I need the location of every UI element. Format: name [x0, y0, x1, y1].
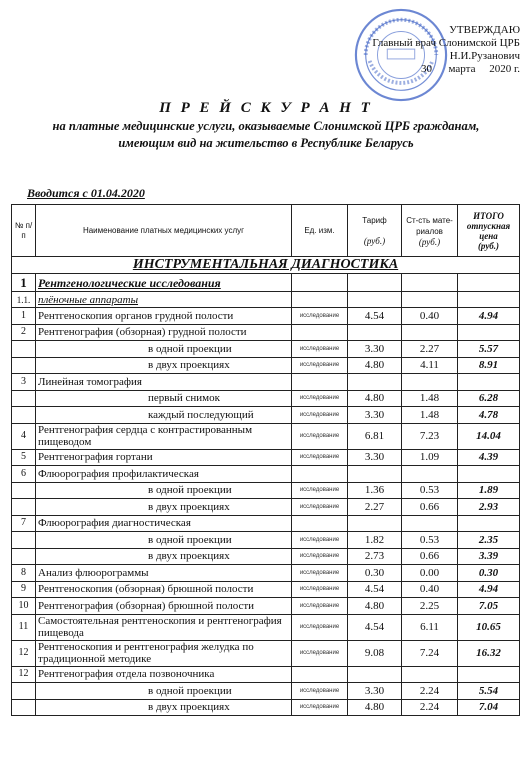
header-tariff: [348, 205, 402, 257]
row-num: [12, 548, 36, 565]
row-unit: исследование: [292, 699, 348, 716]
row-tariff: 6.81: [348, 423, 402, 449]
row-tariff: 4.54: [348, 308, 402, 325]
row-materials: [402, 324, 458, 341]
row-total: 4.94: [458, 308, 520, 325]
row-num: [12, 341, 36, 358]
row-name: в одной проекции: [36, 532, 292, 549]
row-total: 5.54: [458, 683, 520, 700]
row-unit: исследование: [292, 581, 348, 598]
row-name: первый снимок: [36, 390, 292, 407]
row-num: 1: [12, 308, 36, 325]
row-num: 11: [12, 614, 36, 640]
row-materials: 0.53: [402, 532, 458, 549]
table-row: [12, 466, 520, 483]
row-tariff: 3.30: [348, 407, 402, 424]
row-total: 14.04: [458, 423, 520, 449]
row-materials: 2.27: [402, 341, 458, 358]
row-name: Рентгеноскопия органов грудной полости: [36, 308, 292, 325]
row-materials: 6.11: [402, 614, 458, 640]
subgroup-cell-empty: [348, 292, 402, 308]
row-materials: [402, 374, 458, 391]
row-name: Флюорография диагностическая: [36, 515, 292, 532]
price-table: [11, 204, 520, 716]
row-unit: [292, 324, 348, 341]
table-row: [12, 640, 520, 666]
row-materials: 4.11: [402, 357, 458, 374]
header-num: № п/п: [12, 205, 36, 257]
row-name: в двух проекциях: [36, 499, 292, 516]
row-name: Линейная томография: [36, 374, 292, 391]
row-name: каждый последующий: [36, 407, 292, 424]
row-tariff: 4.54: [348, 581, 402, 598]
subgroup-cell-empty: [402, 292, 458, 308]
row-name: Рентгеноскопия (обзорная) брюшной полости: [36, 581, 292, 598]
table-row: [12, 357, 520, 374]
row-materials: [402, 515, 458, 532]
row-unit: исследование: [292, 598, 348, 615]
row-num: 6: [12, 466, 36, 483]
row-unit: исследование: [292, 357, 348, 374]
row-total: 8.91: [458, 357, 520, 374]
document-title: [0, 100, 532, 151]
group-row: [12, 274, 520, 292]
row-tariff: 9.08: [348, 640, 402, 666]
subgroup-cell-empty: [458, 292, 520, 308]
section-title: ИНСТРУМЕНТАЛЬНАЯ ДИАГНОСТИКА: [12, 257, 520, 274]
row-num: 10: [12, 598, 36, 615]
group-cell-empty: [348, 274, 402, 292]
table-row: [12, 683, 520, 700]
row-total: 7.05: [458, 598, 520, 615]
price-list-subtitle-2: имеющим вид на жительство в Республике Беларусь: [118, 136, 414, 150]
row-tariff: 2.73: [348, 548, 402, 565]
row-name: Рентгенография гортани: [36, 449, 292, 466]
row-total: 7.04: [458, 699, 520, 716]
table-row: [12, 308, 520, 325]
row-tariff: 3.30: [348, 341, 402, 358]
row-total: [458, 466, 520, 483]
group-title: Рентгенологические исследования: [36, 274, 292, 292]
subgroup-row: [12, 292, 520, 308]
row-materials: 1.48: [402, 407, 458, 424]
row-tariff: 4.80: [348, 699, 402, 716]
header-unit: Ед. изм.: [292, 205, 348, 257]
table-row: [12, 548, 520, 565]
row-unit: исследование: [292, 548, 348, 565]
group-cell-empty: [458, 274, 520, 292]
row-unit: исследование: [292, 482, 348, 499]
header-total-unit: (руб.): [477, 240, 500, 251]
row-num: 3: [12, 374, 36, 391]
approval-title: УТВЕРЖДАЮ: [449, 24, 520, 36]
row-materials: 2.24: [402, 683, 458, 700]
row-tariff: [348, 324, 402, 341]
row-unit: исследование: [292, 565, 348, 582]
table-row: [12, 532, 520, 549]
table-row: [12, 341, 520, 358]
table-row: [12, 423, 520, 449]
table-row: [12, 581, 520, 598]
row-total: [458, 374, 520, 391]
row-num: 4: [12, 423, 36, 449]
row-num: [12, 683, 36, 700]
row-materials: 0.53: [402, 482, 458, 499]
row-tariff: 1.82: [348, 532, 402, 549]
row-unit: исследование: [292, 390, 348, 407]
row-tariff: 2.27: [348, 499, 402, 516]
approval-date: [320, 63, 520, 76]
approval-name: Н.И.Рузанович: [449, 50, 520, 62]
table-row: [12, 699, 520, 716]
row-unit: исследование: [292, 614, 348, 640]
row-materials: 0.40: [402, 308, 458, 325]
row-unit: исследование: [292, 683, 348, 700]
row-materials: 0.66: [402, 548, 458, 565]
price-list-heading: П Р Е Й С К У Р А Н Т: [159, 100, 373, 116]
row-total: 3.39: [458, 548, 520, 565]
row-num: 8: [12, 565, 36, 582]
table-row: [12, 324, 520, 341]
subgroup-cell-empty: [292, 292, 348, 308]
approval-block: [320, 24, 520, 76]
row-tariff: 3.30: [348, 449, 402, 466]
table-row: [12, 499, 520, 516]
row-name: Рентгенография (обзорная) грудной полости: [36, 324, 292, 341]
row-unit: [292, 466, 348, 483]
price-list-subtitle-1: на платные медицинские услуги, оказываемые Слонимской ЦРБ гражданам,: [52, 119, 480, 133]
approval-position: Главный врач Слонимской ЦРБ: [372, 37, 520, 49]
row-unit: исследование: [292, 407, 348, 424]
row-name: Анализ флюорограммы: [36, 565, 292, 582]
table-row: [12, 449, 520, 466]
row-num: 12: [12, 666, 36, 683]
approval-date-month: марта: [448, 63, 476, 75]
effective-date: Вводится с 01.04.2020: [27, 186, 145, 200]
row-materials: [402, 666, 458, 683]
row-num: [12, 390, 36, 407]
row-total: 5.57: [458, 341, 520, 358]
table-row: [12, 390, 520, 407]
row-num: [12, 699, 36, 716]
row-tariff: 4.80: [348, 390, 402, 407]
row-tariff: [348, 374, 402, 391]
row-name: Флюорография профилактическая: [36, 466, 292, 483]
header-tariff-unit: (руб.): [363, 236, 386, 246]
subgroup-title: плёночные аппараты: [36, 292, 292, 308]
row-name: в двух проекциях: [36, 357, 292, 374]
row-unit: [292, 374, 348, 391]
row-tariff: [348, 666, 402, 683]
row-total: 0.30: [458, 565, 520, 582]
row-materials: 2.25: [402, 598, 458, 615]
row-name: в одной проекции: [36, 683, 292, 700]
group-cell-empty: [292, 274, 348, 292]
row-unit: исследование: [292, 532, 348, 549]
row-tariff: [348, 515, 402, 532]
row-unit: [292, 666, 348, 683]
row-unit: исследование: [292, 499, 348, 516]
row-total: 4.39: [458, 449, 520, 466]
subgroup-num: 1.1.: [12, 292, 36, 308]
row-materials: 0.00: [402, 565, 458, 582]
row-materials: 7.24: [402, 640, 458, 666]
row-total: 4.78: [458, 407, 520, 424]
row-total: 1.89: [458, 482, 520, 499]
row-num: 12: [12, 640, 36, 666]
table-row: [12, 515, 520, 532]
row-materials: [402, 466, 458, 483]
row-tariff: [348, 466, 402, 483]
row-materials: 0.66: [402, 499, 458, 516]
row-num: [12, 482, 36, 499]
row-num: 2: [12, 324, 36, 341]
row-num: 5: [12, 449, 36, 466]
row-total: 10.65: [458, 614, 520, 640]
row-name: Самостоятельная рентгеноскопия и рентгенография пищевода: [36, 614, 292, 640]
table-row: [12, 565, 520, 582]
row-total: 6.28: [458, 390, 520, 407]
row-name: Рентгеноскопия и рентгенография желудка по традиционной методике: [36, 640, 292, 666]
row-materials: 1.48: [402, 390, 458, 407]
row-total: [458, 324, 520, 341]
row-num: 9: [12, 581, 36, 598]
row-name: Рентгенография сердца с контрастированным пищеводом: [36, 423, 292, 449]
row-name: в одной проекции: [36, 482, 292, 499]
table-row: [12, 482, 520, 499]
row-unit: исследование: [292, 308, 348, 325]
row-materials: 2.24: [402, 699, 458, 716]
group-num: 1: [12, 274, 36, 292]
row-tariff: 0.30: [348, 565, 402, 582]
row-tariff: 3.30: [348, 683, 402, 700]
table-row: [12, 374, 520, 391]
row-tariff: 4.54: [348, 614, 402, 640]
table-row: [12, 614, 520, 640]
row-num: [12, 357, 36, 374]
row-materials: 1.09: [402, 449, 458, 466]
row-total: 2.93: [458, 499, 520, 516]
row-name: Рентгенография отдела позвоночника: [36, 666, 292, 683]
approval-date-year: 2020 г.: [489, 63, 520, 75]
approval-date-day: 30: [421, 63, 433, 75]
row-tariff: 1.36: [348, 482, 402, 499]
row-name: в двух проекциях: [36, 548, 292, 565]
row-materials: 7.23: [402, 423, 458, 449]
header-tariff-label: Тариф: [362, 216, 387, 225]
row-total: [458, 666, 520, 683]
header-total-label: ИТОГО отпускная цена: [466, 210, 511, 241]
section-row: [12, 257, 520, 274]
row-num: 7: [12, 515, 36, 532]
row-tariff: 4.80: [348, 357, 402, 374]
header-name: Наименование платных медицинских услуг: [36, 205, 292, 257]
row-name: в одной проекции: [36, 341, 292, 358]
header-materials-label: Ст-сть мате-риалов: [406, 215, 453, 236]
row-unit: исследование: [292, 449, 348, 466]
row-num: [12, 532, 36, 549]
row-total: [458, 515, 520, 532]
row-name: Рентгенография (обзорная) брюшной полости: [36, 598, 292, 615]
row-unit: исследование: [292, 341, 348, 358]
row-total: 4.94: [458, 581, 520, 598]
row-materials: 0.40: [402, 581, 458, 598]
row-unit: исследование: [292, 640, 348, 666]
row-total: 16.32: [458, 640, 520, 666]
row-num: [12, 499, 36, 516]
table-row: [12, 666, 520, 683]
table-header-row: [12, 205, 520, 257]
row-num: [12, 407, 36, 424]
row-unit: [292, 515, 348, 532]
row-unit: исследование: [292, 423, 348, 449]
table-row: [12, 407, 520, 424]
header-materials: [402, 205, 458, 257]
row-name: в двух проекциях: [36, 699, 292, 716]
table-row: [12, 598, 520, 615]
row-total: 2.35: [458, 532, 520, 549]
group-cell-empty: [402, 274, 458, 292]
header-materials-unit: (руб.): [418, 236, 441, 247]
row-tariff: 4.80: [348, 598, 402, 615]
header-total: [458, 205, 520, 257]
